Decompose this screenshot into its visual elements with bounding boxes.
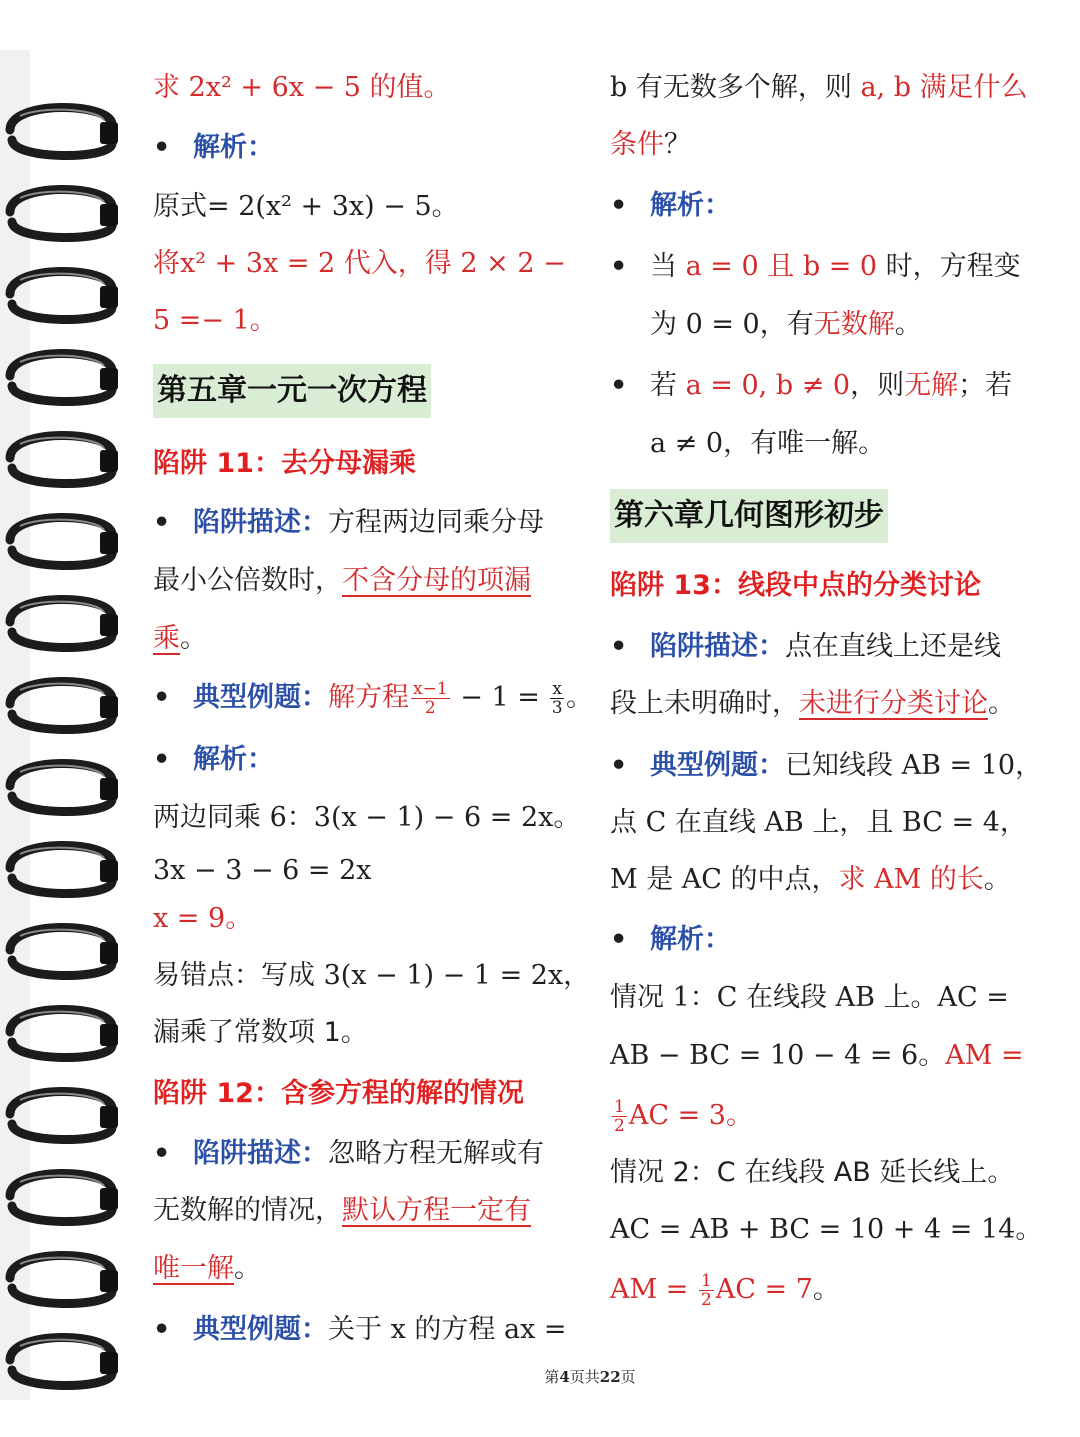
desc-highlight: 乘 (153, 623, 180, 654)
desc-highlight: 唯一解 (153, 1253, 234, 1284)
trap-12-example: • 典型例题：关于 x 的方程 ax = (153, 1314, 567, 1345)
analysis-label: 解析： (650, 924, 731, 955)
trap-13-title: 陷阱 13：线段中点的分类讨论 (610, 570, 981, 601)
example-highlight: 条件 (610, 129, 664, 160)
example-highlight: a, b 满足什么 (860, 72, 1028, 103)
solution-line (153, 244, 566, 284)
trap-11-example: • 典型例题：解方程 $\frac{x-1}{2}$ − 1 = $\frac{x}{3}$ 。 (153, 679, 594, 718)
fraction-denominator: 2 (614, 1116, 625, 1136)
binding-hole (100, 942, 118, 964)
example-label: 典型例题： (193, 1314, 328, 1345)
desc-highlight: 未进行分类讨论 (799, 688, 988, 719)
case-text: 当 (650, 251, 686, 282)
trap-12-description (153, 1249, 261, 1289)
trap-11-description (153, 561, 531, 601)
trap-12-title: 陷阱 12：含参方程的解的情况 (153, 1078, 524, 1109)
substitution-text: 将x² + 3x = 2 代入，得 (153, 248, 461, 279)
case-line (650, 305, 922, 345)
binding-hole (100, 1024, 118, 1046)
binding-hole (100, 1188, 118, 1210)
binding-hole (100, 696, 118, 718)
punctuation: 。 (180, 623, 207, 654)
desc-text: 段上未明确时， (610, 688, 799, 719)
result-text: 2 × 2 − (460, 248, 566, 279)
analysis-label: 解析： (650, 190, 731, 221)
fraction (411, 680, 450, 717)
desc-highlight: 默认方程一定有 (342, 1195, 531, 1226)
punctuation: 。 (566, 682, 594, 713)
fraction (612, 1098, 627, 1135)
trap-13-example: 点 C 在直线 AB 上，且 BC = 4， (610, 807, 1027, 838)
equation-text: − 1 = (451, 682, 549, 713)
trap-13-description: • 陷阱描述：点在直线上还是线 (610, 631, 1001, 662)
binding-hole (100, 122, 118, 144)
punctuation: 。 (894, 309, 922, 340)
binding-hole (100, 204, 118, 226)
punctuation: 。 (988, 688, 1015, 719)
case-condition: a = 0, b ≠ 0 (685, 370, 851, 401)
chapter-6-heading: 第六章几何图形初步 (610, 489, 888, 543)
fraction-numerator: 1 (700, 1271, 712, 1291)
binding-hole (100, 1106, 118, 1128)
chapter-5-heading: 第五章一元一次方程 (153, 364, 431, 418)
case-result: AM = (945, 1040, 1024, 1071)
desc-text: 方程两边同乘分母 (328, 507, 544, 538)
analysis-label: 解析： (193, 132, 274, 163)
case-text: 为 0 = 0，有 (650, 309, 814, 340)
desc-label: 陷阱描述： (193, 507, 328, 538)
trap-11-description (153, 619, 207, 659)
case-1-line (610, 1036, 1024, 1076)
solution-answer: x = 9。 (153, 903, 253, 934)
fraction-numerator: x (552, 679, 563, 699)
case-2-line: 情况 2：C 在线段 AB 延长线上。 (610, 1157, 1015, 1188)
case-result: 无解 (904, 370, 959, 401)
footer-text: 第 (544, 1368, 560, 1386)
case-text: 时，方程变 (877, 251, 1021, 282)
punctuation: ？ (664, 129, 691, 160)
page-footer (0, 1366, 1080, 1387)
example-text: 关于 x 的方程 ax = (328, 1314, 567, 1345)
example-label: 典型例题： (193, 682, 328, 713)
solution-line: 原式= 2(x² + 3x) − 5。 (153, 191, 459, 222)
error-point: 漏乘了常数项 1。 (153, 1017, 368, 1048)
example-text: b 有无数多个解，则 (610, 72, 861, 103)
case-1-line: 情况 1：C 在线段 AB 上。AC = (610, 982, 1009, 1013)
case-result: 无数解 (813, 309, 895, 340)
punctuation: 。 (234, 1253, 261, 1284)
example-text: M 是 AC 的中点， (610, 864, 839, 895)
binding-hole (100, 614, 118, 636)
binding-hole (100, 450, 118, 472)
punctuation: 。 (983, 864, 1011, 895)
case-line: • 当 a = 0 且 b = 0 时，方程变 (610, 251, 1021, 282)
desc-text: 最小公倍数时， (153, 565, 342, 596)
analysis-line: • 解析： (153, 132, 274, 163)
trap-13-description (610, 684, 1015, 724)
case-text: ，则 (850, 370, 905, 401)
example-continued (610, 125, 691, 165)
example-text: 已知线段 AB = 10， (785, 750, 1043, 781)
page-number: 4 (559, 1368, 570, 1386)
desc-text: 点在直线上还是线 (785, 631, 1001, 662)
question-tail: 求 2x² + 6x − 5 的值。 (153, 72, 451, 103)
analysis-line: • 解析： (610, 924, 731, 955)
case-text: ；若 (958, 370, 1013, 401)
fraction (699, 1272, 714, 1309)
trap-13-example (610, 860, 1011, 900)
fraction (550, 680, 564, 717)
desc-text: 无数解的情况， (153, 1195, 342, 1226)
trap-12-description (153, 1191, 531, 1231)
case-2-line: AC = AB + BC = 10 + 4 = 14。 (610, 1214, 1043, 1245)
binding-hole (100, 368, 118, 390)
example-label: 典型例题： (650, 750, 785, 781)
case-result: AC = 3。 (628, 1100, 753, 1131)
fraction-denominator: 3 (551, 698, 563, 718)
solution-line: 两边同乘 6：3(x − 1) − 6 = 2x。 (153, 802, 581, 833)
analysis-line: • 解析： (610, 190, 731, 221)
case-1-line (610, 1096, 753, 1136)
binding-hole (100, 778, 118, 800)
case-text: 若 (650, 370, 686, 401)
spiral-binding (0, 50, 135, 1400)
solution-line: 5 =− 1。 (153, 305, 277, 336)
analysis-line: • 解析： (153, 744, 274, 775)
binding-hole (100, 532, 118, 554)
binding-hole (100, 860, 118, 882)
fraction-denominator: 2 (424, 698, 436, 718)
binding-hole (100, 286, 118, 308)
case-line: a ≠ 0，有唯一解。 (650, 428, 886, 459)
trap-13-example: • 典型例题：已知线段 AB = 10， (610, 750, 1043, 781)
binding-hole (100, 1270, 118, 1292)
solution-line: 3x − 3 − 6 = 2x (153, 855, 372, 886)
fraction-numerator: x−1 (413, 679, 448, 699)
fraction-denominator: 2 (700, 1290, 712, 1310)
trap-11-description: • 陷阱描述：方程两边同乘分母 (153, 507, 544, 538)
error-point: 易错点：写成 3(x − 1) − 1 = 2x， (153, 960, 591, 991)
trap-12-description: • 陷阱描述：忽略方程无解或有 (153, 1138, 544, 1169)
case-condition: a = 0 且 b = 0 (685, 251, 878, 282)
case-line: • 若 a = 0, b ≠ 0，则无解；若 (610, 370, 1013, 401)
fraction-numerator: 1 (614, 1097, 625, 1117)
desc-label: 陷阱描述： (650, 631, 785, 662)
analysis-label: 解析： (193, 744, 274, 775)
desc-label: 陷阱描述： (193, 1138, 328, 1169)
example-text: 解方程 (328, 682, 409, 713)
example-continued (610, 68, 1028, 108)
example-highlight: 求 AM 的长 (838, 864, 984, 895)
desc-highlight: 不含分母的项漏 (342, 565, 531, 596)
punctuation: 。 (812, 1274, 840, 1305)
case-text: AB − BC = 10 − 4 = 6。 (610, 1040, 946, 1071)
page-total: 22 (599, 1368, 621, 1386)
desc-text: 忽略方程无解或有 (328, 1138, 544, 1169)
footer-text: 页 (620, 1368, 636, 1386)
trap-11-title: 陷阱 11：去分母漏乘 (153, 448, 416, 479)
footer-text: 页共 (569, 1368, 600, 1386)
case-2-line (610, 1270, 840, 1310)
case-result: AM = (610, 1274, 697, 1305)
case-result: AC = 7 (715, 1274, 813, 1305)
